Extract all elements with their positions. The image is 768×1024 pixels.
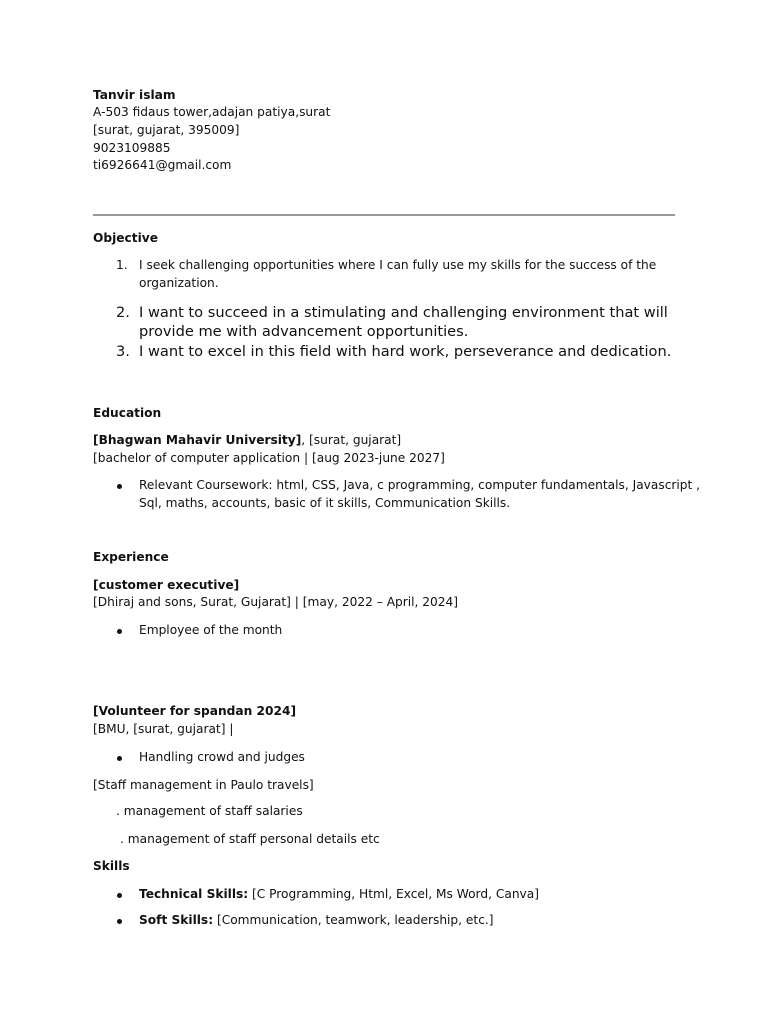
technical-skills-label: Technical Skills: [139, 887, 249, 901]
soft-skills-label: Soft Skills: [139, 913, 214, 927]
experience-heading: Experience [93, 550, 169, 564]
objective-item-text: I seek challenging opportunities where I can fully use my skills for the success of the [139, 258, 657, 272]
objective-item-text-continued: organization. [139, 276, 219, 290]
objective-heading: Objective [93, 231, 158, 245]
job-details: [BMU, [surat, gujarat] | [93, 722, 234, 736]
soft-skills-line [139, 912, 494, 929]
job-title: [customer executive] [93, 578, 240, 592]
email-address: ti6926641@gmail.com [93, 158, 232, 172]
school-name: [Bhagwan Mahavir University] [93, 433, 302, 447]
coursework-text: Relevant Coursework: html, CSS, Java, c programming, computer fundamentals, Javascript , [139, 478, 701, 492]
objective-item-number: 2. [116, 304, 130, 321]
horizontal-divider [93, 214, 675, 216]
candidate-name: Tanvir islam [93, 88, 176, 102]
objective-item-text: I want to excel in this field with hard work, perseverance and dedication. [139, 343, 672, 360]
job-title: [Staff management in Paulo travels] [93, 778, 314, 792]
education-school-line [93, 432, 401, 449]
technical-skills-line [139, 886, 539, 903]
school-location: , [surat, gujarat] [301, 433, 402, 447]
bullet-icon [117, 629, 122, 634]
soft-skills-value: [Communication, teamwork, leadership, etc.] [213, 913, 494, 927]
job-item-text: . management of staff personal details etc [120, 832, 380, 846]
job-details: [Dhiraj and sons, Surat, Gujarat] | [may, 2022 – April, 2024] [93, 595, 459, 609]
phone-number: 9023109885 [93, 141, 171, 155]
technical-skills-value: [C Programming, Html, Excel, Ms Word, Canva] [248, 887, 539, 901]
city-line: [surat, gujarat, 395009] [93, 123, 240, 137]
bullet-icon [117, 484, 122, 489]
job-title: [Volunteer for spandan 2024] [93, 704, 297, 718]
degree-line: [bachelor of computer application | [aug 2023-june 2027] [93, 451, 445, 465]
objective-item-number: 3. [116, 343, 130, 360]
job-bullet-text: Employee of the month [139, 623, 283, 637]
address-line: A-503 fidaus tower,adajan patiya,surat [93, 105, 331, 119]
bullet-icon [117, 919, 122, 924]
bullet-icon [117, 893, 122, 898]
job-item-text: . management of staff salaries [116, 804, 303, 818]
objective-item-text: I want to succeed in a stimulating and challenging environment that will [139, 304, 668, 321]
objective-item-number: 1. [116, 258, 128, 272]
objective-item-text-continued: provide me with advancement opportunities. [139, 323, 469, 340]
job-bullet-text: Handling crowd and judges [139, 750, 305, 764]
bullet-icon [117, 756, 122, 761]
skills-heading: Skills [93, 859, 130, 873]
coursework-text-continued: Sql, maths, accounts, basic of it skills, Communication Skills. [139, 496, 511, 510]
education-heading: Education [93, 406, 162, 420]
